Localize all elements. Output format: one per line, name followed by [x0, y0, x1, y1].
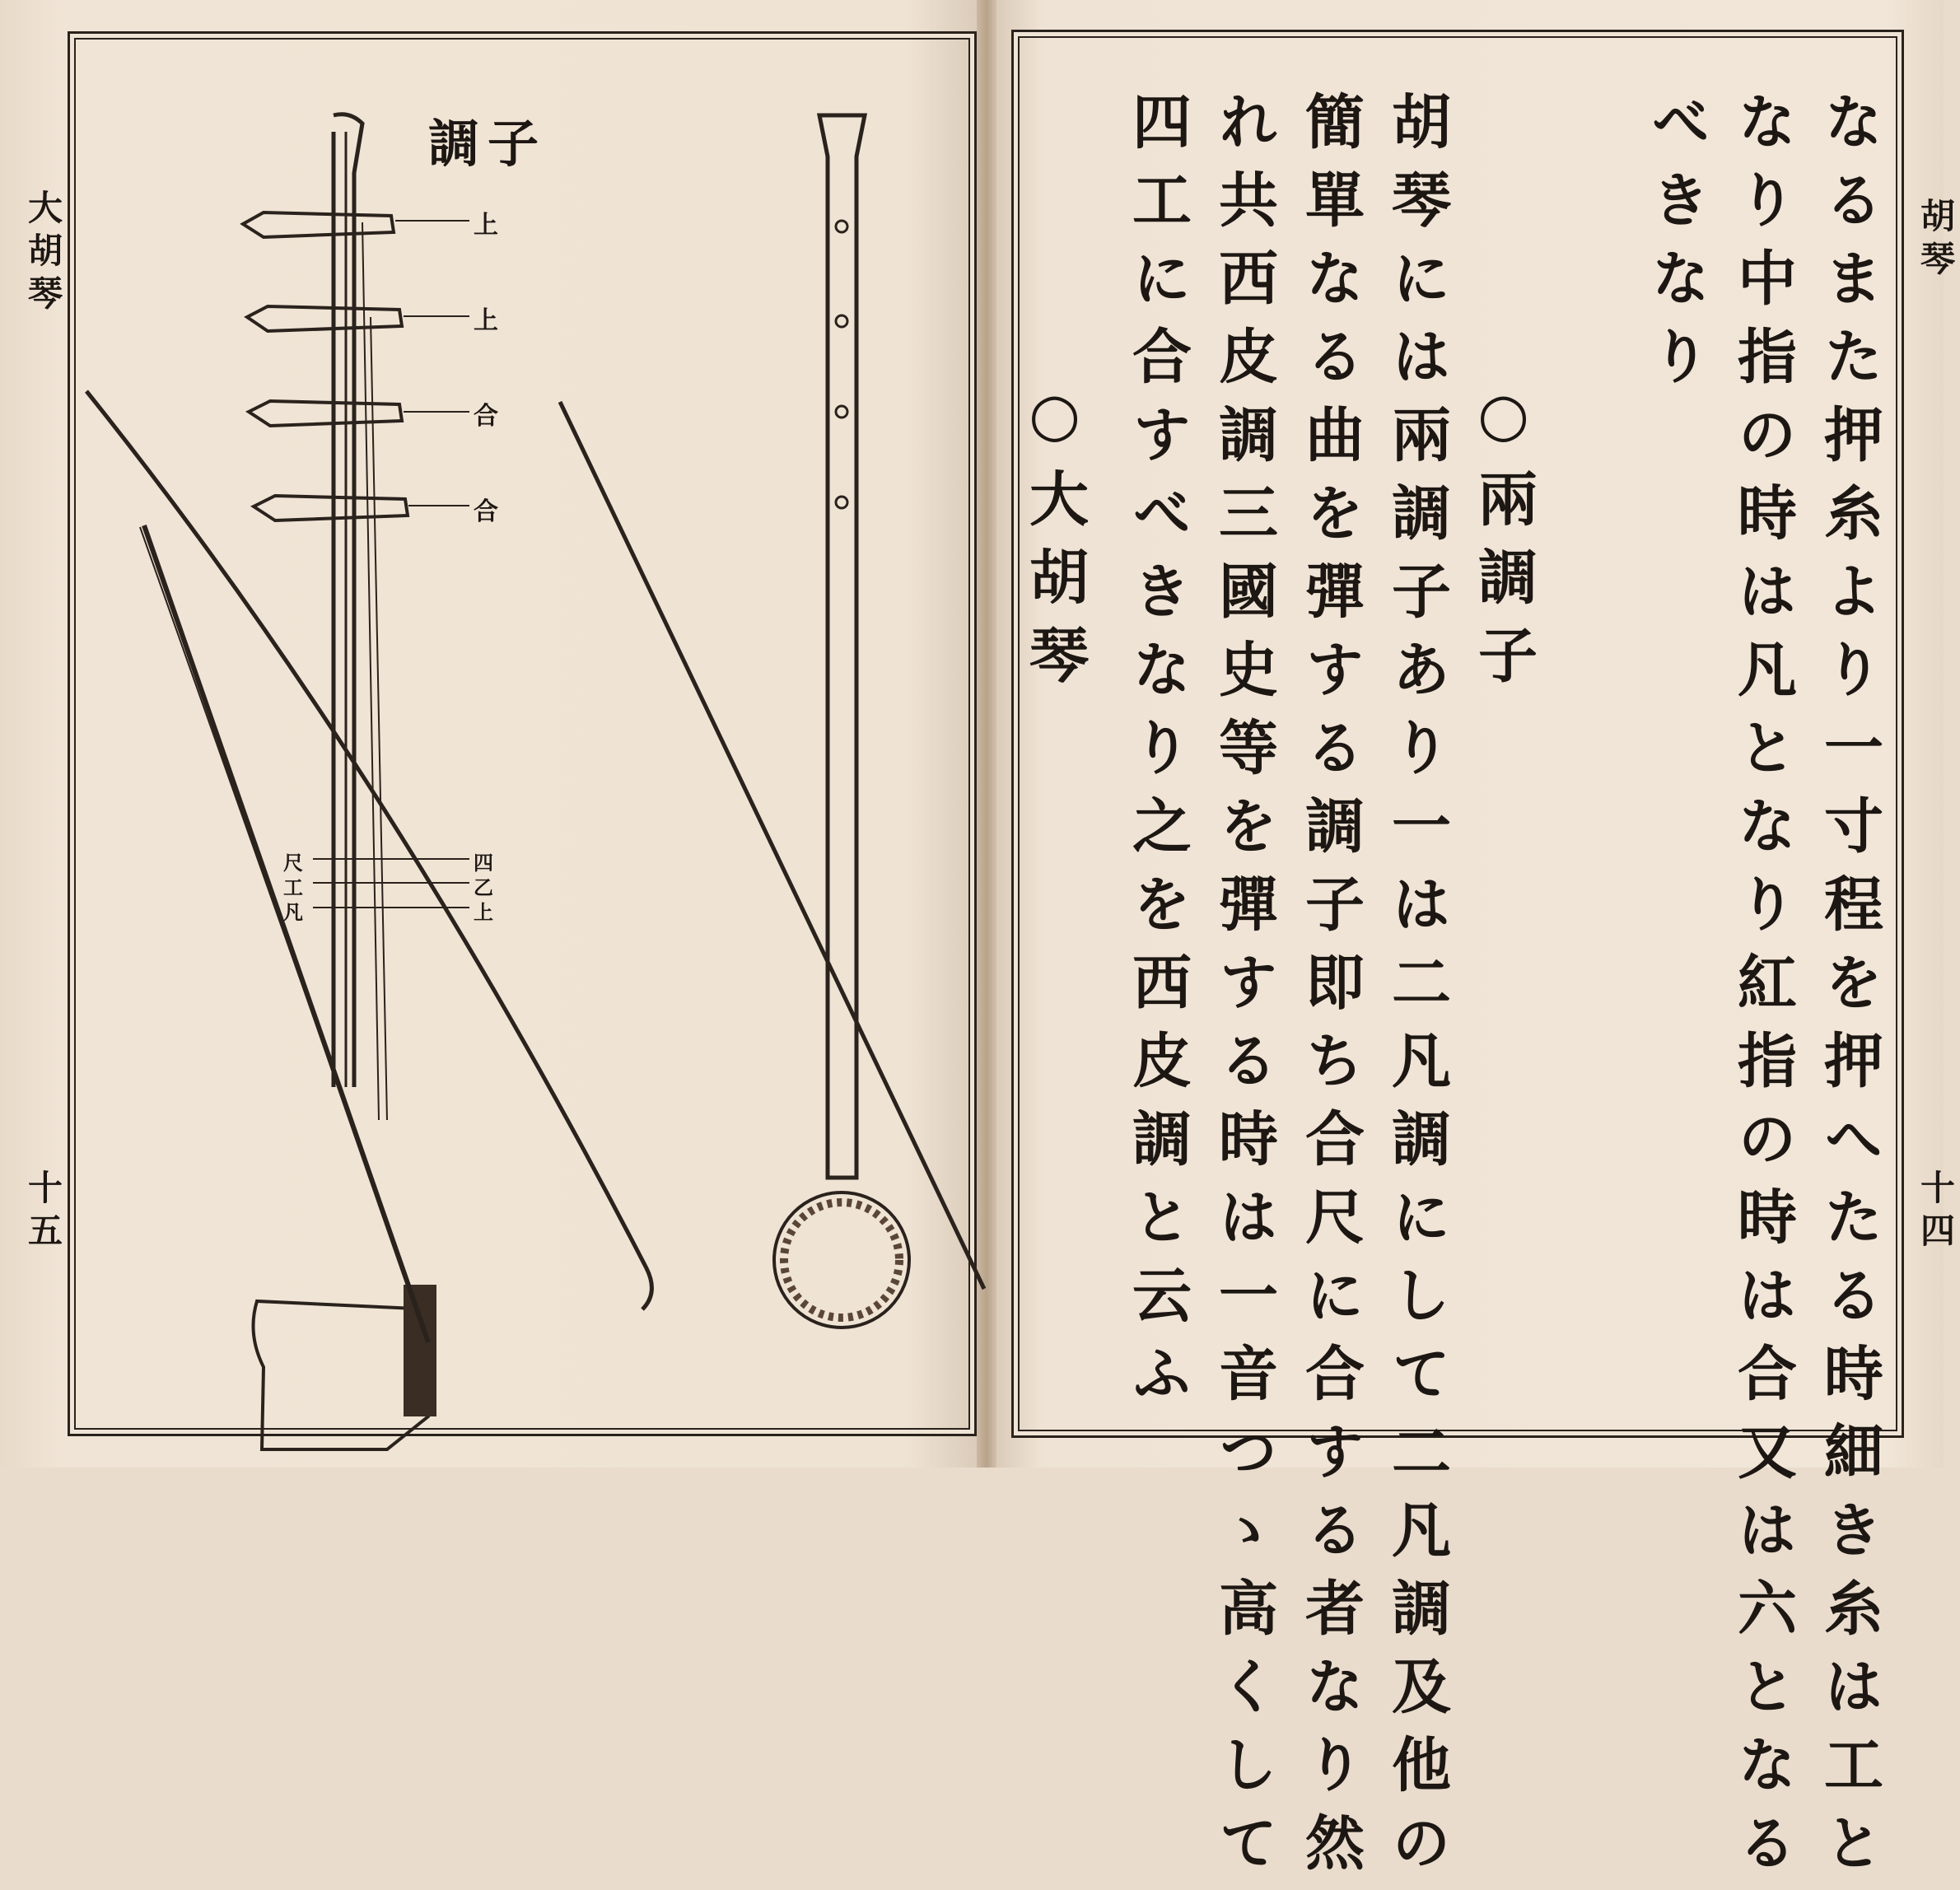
- text-column: 簡單なる曲を彈する調子即ち合尺に合する者なり然: [1295, 91, 1365, 1890]
- round-resonator: [774, 1192, 909, 1328]
- string-note-right: 乙: [474, 875, 493, 899]
- huqin-scroll: [334, 114, 362, 1087]
- section-heading: ○兩調子: [1468, 379, 1538, 702]
- string-note-left: 尺: [283, 851, 303, 875]
- left-page-number: 十五: [23, 1169, 63, 1255]
- string-note-left: 凡: [283, 900, 303, 924]
- text-column: べきなり: [1641, 91, 1711, 404]
- peg-label: 合: [474, 497, 498, 526]
- right-page-header: 胡琴: [1916, 198, 1956, 283]
- string-note-right: 上: [474, 900, 493, 924]
- text-column: れ共西皮調三國史等を彈する時は一音つゝ高くして: [1209, 91, 1279, 1890]
- second-bow: [560, 402, 984, 1289]
- peg-label: 上: [474, 211, 498, 240]
- left-page-header: 大胡琴: [23, 189, 63, 318]
- small-huqin-neck: [819, 115, 865, 1178]
- text-column: 胡琴には兩調子あり一は二凡調にして二凡調及他の: [1382, 91, 1452, 1890]
- peg-label: 上: [474, 306, 498, 335]
- text-column: 四工に合すべきなり之を西皮調と云ふ: [1122, 91, 1192, 1421]
- snakeskin-side: [404, 1285, 436, 1416]
- text-column: なるまた押糸より一寸程を押へたる時細き糸は工と: [1814, 91, 1884, 1890]
- section-heading: ○大胡琴: [1020, 379, 1090, 702]
- string-note-right: 四: [474, 851, 493, 875]
- figure-title: 調子: [428, 114, 548, 174]
- string-note-left: 工: [283, 875, 303, 899]
- text-column: なり中指の時は凡となり紅指の時は合又は六となる: [1728, 91, 1798, 1890]
- right-page-number: 十四: [1916, 1169, 1956, 1255]
- peg-label: 合: [474, 402, 498, 431]
- tuning-pegs: [243, 212, 408, 520]
